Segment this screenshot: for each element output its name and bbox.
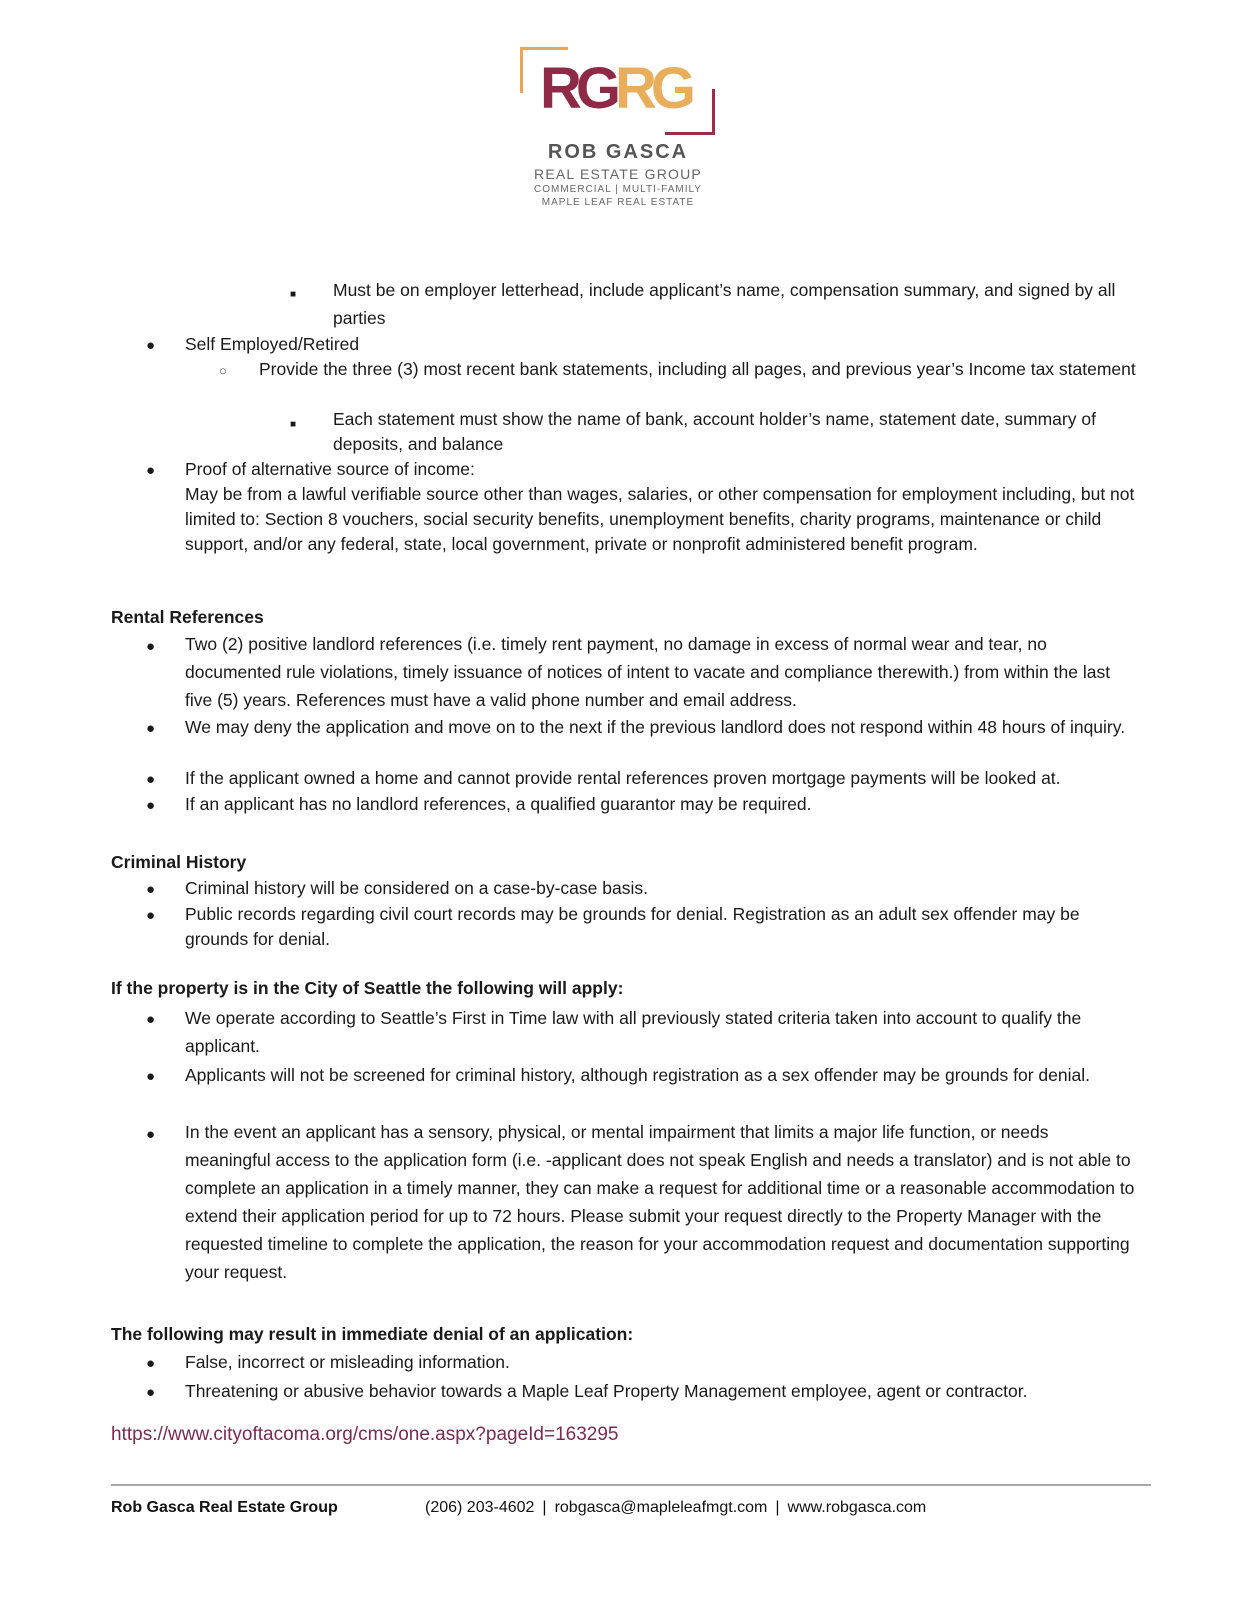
footer-contact	[425, 1499, 926, 1517]
footer-phone: (206) 203-4602	[425, 1499, 535, 1516]
list-item: Public records regarding civil court records may be grounds for denial. Registration as an adult sex offender may be grounds for denial.	[185, 904, 1080, 949]
bullet-icon: ●	[146, 462, 156, 479]
reference-link[interactable]: https://www.cityoftacoma.org/cms/one.aspx?pageId=163295	[111, 1424, 619, 1445]
list-item: False, incorrect or misleading information.	[185, 1352, 510, 1372]
section-heading-criminal: Criminal History	[111, 852, 247, 872]
footer-separator: |	[542, 1499, 547, 1516]
logo-line2: REAL ESTATE GROUP	[534, 166, 702, 182]
logo-line1: ROB GASCA	[547, 141, 689, 163]
logo-mark	[540, 56, 690, 121]
list-item: Each statement must show the name of bank, account holder’s name, statement date, summary of deposits, and balance	[333, 409, 1096, 454]
bullet-icon: ●	[146, 337, 156, 354]
footer-divider	[111, 1484, 1151, 1486]
bullet-icon: ●	[146, 1355, 156, 1372]
logo-frame-left	[520, 47, 523, 93]
list-item: Applicants will not be screened for criminal history, although registration as a sex offender may be grounds for denial.	[185, 1065, 1090, 1085]
list-item: Self Employed/Retired	[185, 334, 360, 354]
list-item: We operate according to Seattle’s First in Time law with all previously stated criteria taken into account to qualify the applicant.	[185, 1008, 1082, 1056]
section-heading-seattle: If the property is in the City of Seattle the following will apply:	[111, 978, 624, 998]
list-item: Two (2) positive landlord references (i.e. timely rent payment, no damage in excess of normal wear and tear, no documented rule violations, timely issuance of notices of intent to vacate and compliance therewith.) from within the last five (5) years. References must have a valid phone number and email address.	[185, 634, 1111, 710]
bullet-icon: ●	[146, 1126, 156, 1143]
hollow-bullet-icon: ○	[219, 363, 227, 378]
square-bullet-icon: ■	[290, 289, 297, 300]
section-heading-rental: Rental References	[111, 607, 264, 627]
footer-email[interactable]: robgasca@mapleleafmgt.com	[554, 1499, 768, 1516]
list-item: Must be on employer letterhead, include applicant’s name, compensation summary, and signed by all parties	[333, 280, 1116, 328]
logo-frame-top	[520, 47, 568, 50]
logo-line3: COMMERCIAL | MULTI-FAMILY	[534, 184, 702, 195]
section-heading-denial: The following may result in immediate denial of an application:	[111, 1324, 634, 1344]
logo-mark-part2: RG	[615, 56, 690, 121]
bullet-icon: ●	[146, 771, 156, 788]
logo-frame-bottom	[665, 132, 715, 135]
footer-website[interactable]: www.robgasca.com	[787, 1499, 927, 1516]
bullet-icon: ●	[146, 1011, 156, 1028]
bullet-icon: ●	[146, 720, 156, 737]
bullet-icon: ●	[146, 638, 156, 655]
list-item: Threatening or abusive behavior towards a Maple Leaf Property Management employee, agent or contractor.	[185, 1381, 1028, 1401]
paragraph: May be from a lawful verifiable source other than wages, salaries, or other compensation for employment including, but not limited to: Section 8 vouchers, social security benefits, unemployment benefits, charity programs, maintenance or child support, and/or any federal, state, local government, private or nonprofit administered benefit program.	[185, 484, 1135, 554]
list-item: Provide the three (3) most recent bank statements, including all pages, and previous year’s Income tax statement	[259, 359, 1136, 379]
bullet-icon: ●	[146, 881, 156, 898]
list-item: Criminal history will be considered on a case-by-case basis.	[185, 878, 648, 898]
square-bullet-icon: ■	[290, 419, 297, 430]
list-item: If the applicant owned a home and cannot provide rental references proven mortgage payments will be looked at.	[185, 768, 1061, 788]
list-item: We may deny the application and move on to the next if the previous landlord does not respond within 48 hours of inquiry.	[185, 717, 1126, 737]
bullet-icon: ●	[146, 1384, 156, 1401]
logo-frame-right	[712, 89, 715, 135]
logo-mark-part1: RG	[540, 56, 615, 121]
footer-separator: |	[775, 1499, 780, 1516]
company-logo	[520, 44, 720, 214]
list-item: If an applicant has no landlord references, a qualified guarantor may be required.	[185, 794, 812, 814]
bullet-icon: ●	[146, 1068, 156, 1085]
logo-line4: MAPLE LEAF REAL ESTATE	[541, 197, 695, 208]
list-item: In the event an applicant has a sensory, physical, or mental impairment that limits a major life function, or needs meaningful access to the application form (i.e. -applicant does not speak English and needs a translator) and is not able to complete an application in a timely manner, they can make a request for additional time or a reasonable accommodation to extend their application period for up to 72 hours. Please submit your request directly to the Property Manager with the requested timeline to complete the application, the reason for your accommodation request and documentation supporting your request.	[185, 1122, 1135, 1282]
bullet-icon: ●	[146, 907, 156, 924]
footer-company: Rob Gasca Real Estate Group	[111, 1499, 338, 1516]
list-item: Proof of alternative source of income:	[185, 459, 475, 479]
bullet-icon: ●	[146, 797, 156, 814]
